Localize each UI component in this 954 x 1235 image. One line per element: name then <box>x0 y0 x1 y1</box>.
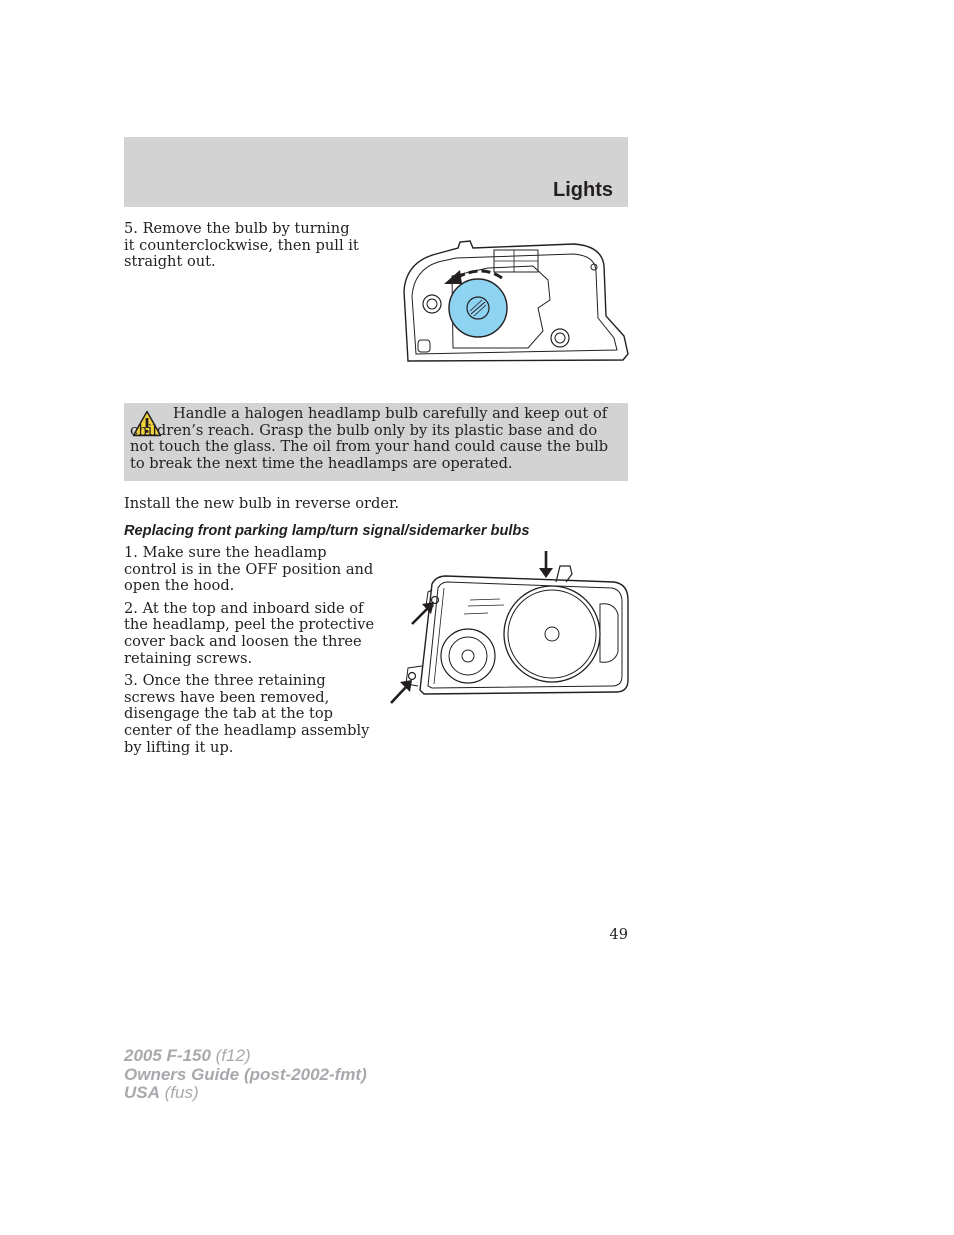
headlamp-retaining-screws-illustration <box>388 548 632 706</box>
warning-text: Handle a halogen headlamp bulb carefully and keep out of children’s reach. Grasp the bulb only by its plastic base and do not touch the glass. The oil from your hand could cause the bulb to break the next time the headlamps are operated. <box>130 405 609 472</box>
footer-line-3: USA (fus) <box>124 1083 199 1102</box>
document-footer <box>124 1047 367 1103</box>
section-heading: Replacing front parking lamp/turn signal/sidemarker bulbs <box>124 523 530 539</box>
install-text: Install the new bulb in reverse order. <box>124 495 399 512</box>
headlamp-bulb-removal-illustration <box>398 236 630 370</box>
page-title: Lights <box>553 179 613 201</box>
step-3-text: 3. Once the three retaining screws have been removed, disengage the tab at the top center of the headlamp assembly by lifting it up. <box>124 672 370 756</box>
header-band <box>124 137 628 207</box>
footer-line-2: Owners Guide (post-2002-fmt) <box>124 1064 367 1084</box>
page-number: 49 <box>609 926 628 943</box>
step-5-text: 5. Remove the bulb by turning it counterclockwise, then pull it straight out. <box>124 220 359 271</box>
steps-list <box>124 545 379 762</box>
step-1-text: 1. Make sure the headlamp control is in the OFF position and open the hood. <box>124 544 374 595</box>
warning-box <box>124 403 628 481</box>
step-2-text: 2. At the top and inboard side of the headlamp, peel the protective cover back and loosen the three retaining screws. <box>124 599 375 667</box>
footer-line-1: 2005 F-150 (f12) <box>124 1046 251 1065</box>
